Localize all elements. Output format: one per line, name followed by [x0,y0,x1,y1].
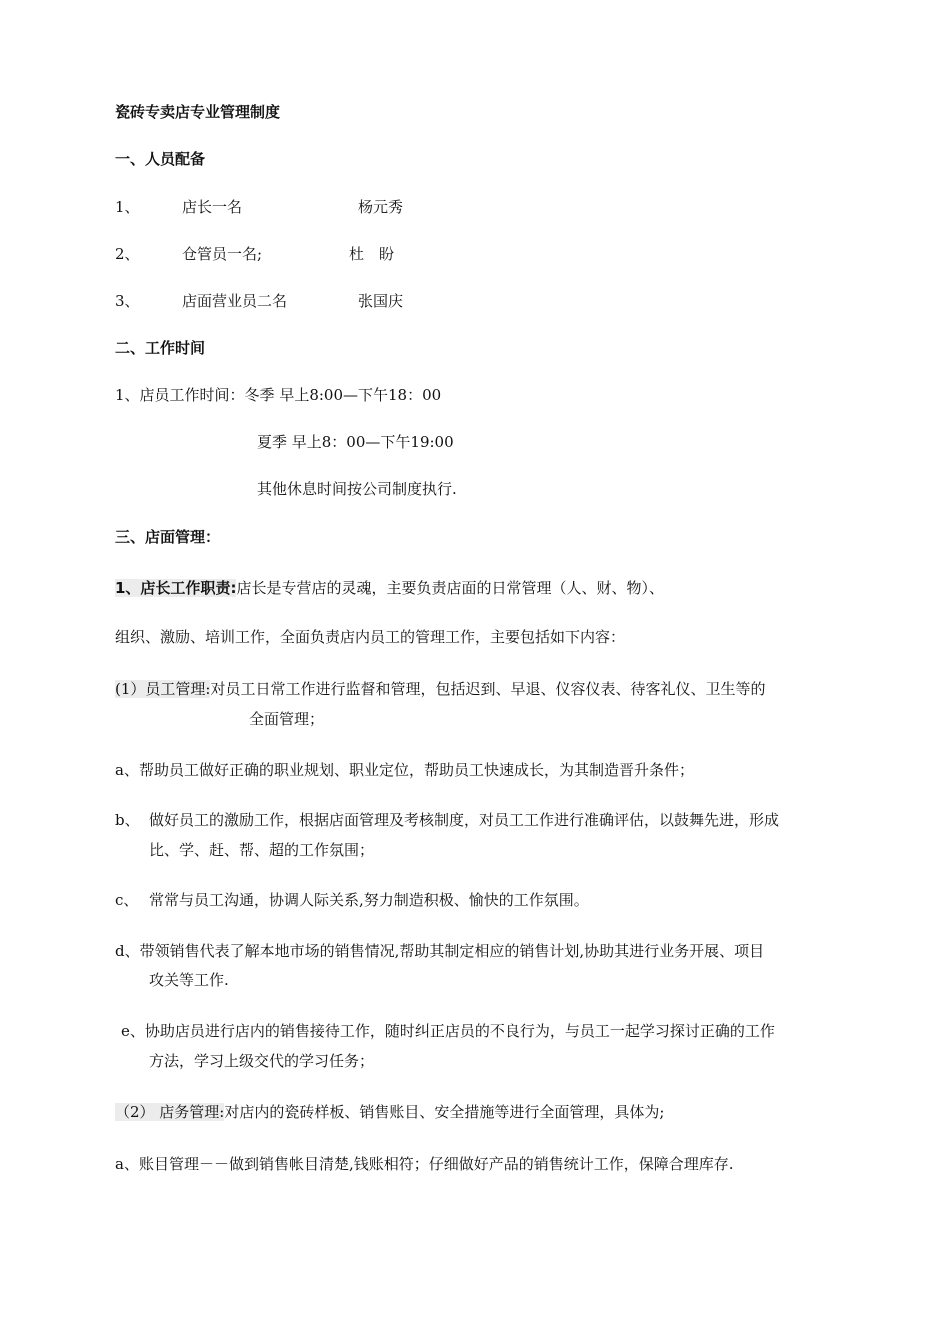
staff-role: 仓管员一名; [182,245,263,263]
store-management-text: 对店内的瓷砖样板、销售账目、安全措施等进行全面管理，具体为; [224,1103,665,1121]
list-item-c-number: c、 [115,891,139,909]
staff-management-label: (1）员工管理: [115,680,211,698]
manager-duty-paragraph [115,578,664,598]
hours-note: 其他休息时间按公司制度执行. [257,480,457,498]
staff-management-continuation: 全面管理； [249,710,325,728]
store-management-label: （2） 店务管理: [115,1103,225,1121]
manager-duty-text: 店长是专营店的灵魂，主要负责店面的日常管理（人、财、物）、 [236,579,664,597]
manager-duty-continuation: 组织、激励、培训工作，全面负责店内员工的管理工作，主要包括如下内容： [115,628,626,646]
section-heading-hours: 二、工作时间 [115,339,206,357]
staff-number: 2、 [115,245,140,263]
list-item-e: e、协助店员进行店内的销售接待工作，随时纠正店员的不良行为，与员工一起学习探讨正确的工作 [121,1022,775,1040]
staff-number: 1、 [115,198,140,216]
list-item-b-number: b、 [115,811,140,829]
document-title: 瓷砖专卖店专业管理制度 [115,103,281,121]
staff-name: 杨元秀 [358,198,404,216]
staff-role: 店长一名 [182,198,243,216]
list-item-a-accounts: a、账目管理－－做到销售帐目清楚,钱账相符；仔细做好产品的销售统计工作，保障合理库存. [115,1155,734,1173]
list-item-b-continuation: 比、学、赶、帮、超的工作氛围； [149,841,375,859]
store-management-paragraph [115,1102,664,1122]
hours-winter: 1、店员工作时间：冬季 早上8:00—下午18：00 [115,386,442,404]
staff-name: 杜 盼 [349,245,395,263]
section-heading-store-management: 三、店面管理： [115,528,221,546]
section-heading-staffing: 一、人员配备 [115,150,206,168]
staff-number: 3、 [115,292,140,310]
list-item-d: d、带领销售代表了解本地市场的销售情况,帮助其制定相应的销售计划,协助其进行业务开展、项目 [115,942,765,960]
list-item-e-continuation: 方法，学习上级交代的学习任务； [149,1052,375,1070]
list-item-b: 做好员工的激励工作，根据店面管理及考核制度，对员工工作进行准确评估，以鼓舞先进，形成 [149,811,780,829]
staff-management-paragraph [115,679,765,699]
staff-name: 张国庆 [358,292,404,310]
list-item-d-continuation: 攻关等工作. [149,971,229,989]
staff-management-text: 对员工日常工作进行监督和管理，包括迟到、早退、仪容仪表、待客礼仪、卫生等的 [210,680,766,698]
manager-duty-label: 1、店长工作职责: [115,579,237,597]
staff-role: 店面营业员二名 [182,292,288,310]
list-item-a: a、帮助员工做好正确的职业规划、职业定位，帮助员工快速成长，为其制造晋升条件； [115,761,694,779]
list-item-c: 常常与员工沟通，协调人际关系,努力制造积极、愉快的工作氛围。 [149,891,589,909]
hours-summer: 夏季 早上8：00—下午19:00 [257,433,454,451]
